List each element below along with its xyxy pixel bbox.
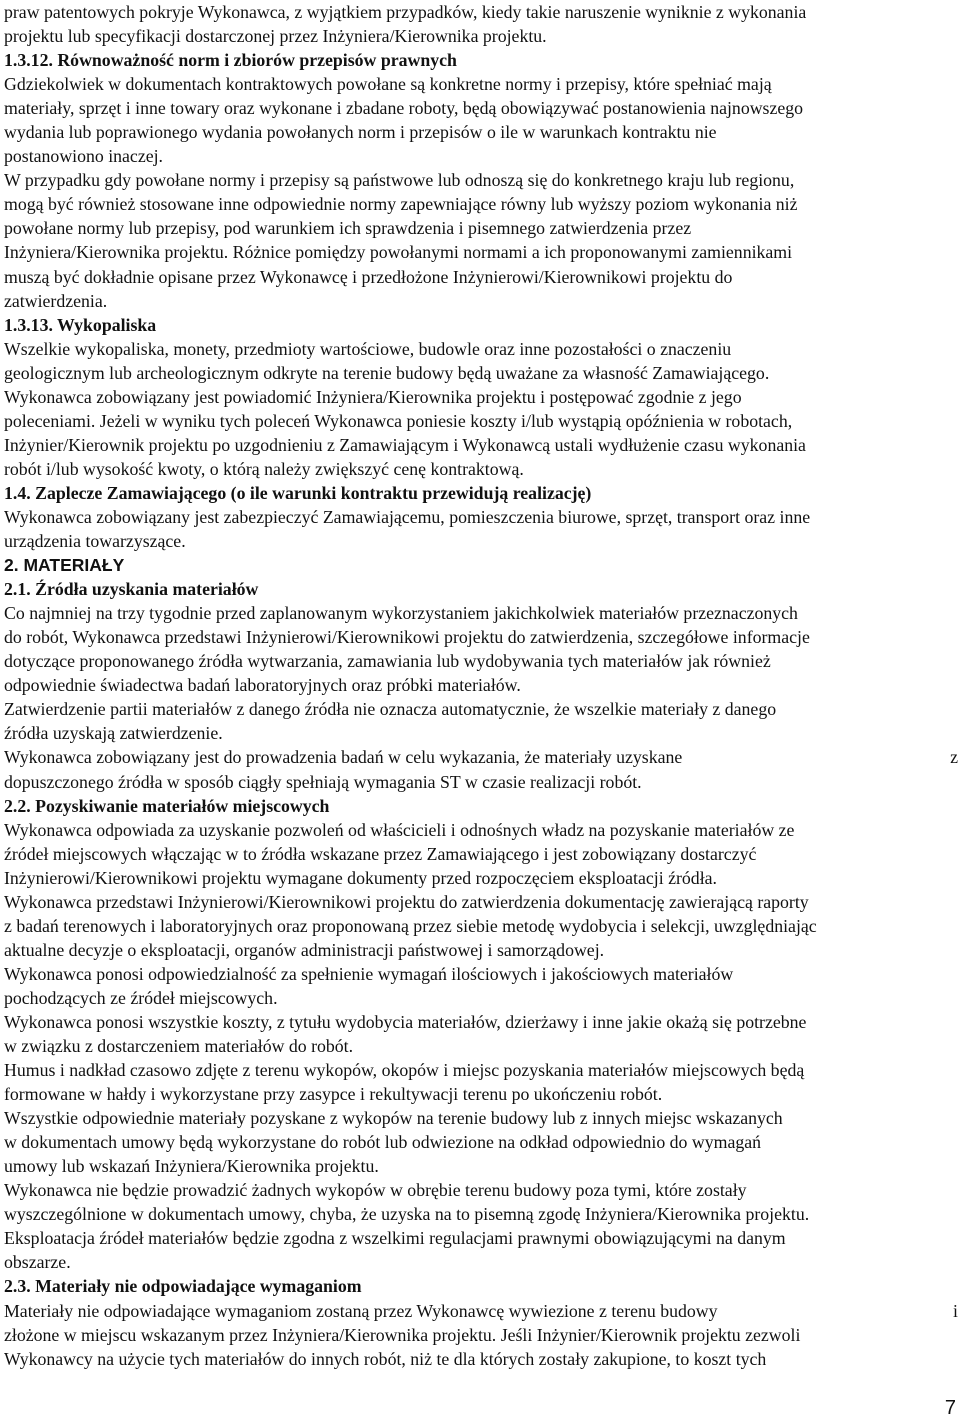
text-line: praw patentowych pokryje Wykonawca, z wyjątkiem przypadków, kiedy takie naruszenie wyniknie z wykonania bbox=[4, 2, 807, 22]
text-segment: i bbox=[953, 1300, 958, 1321]
intro-paragraph bbox=[4, 0, 958, 48]
text-line: Wykonawca nie będzie prowadzić żadnych wykopów w obrębie terenu budowy poza tymi, które zostały bbox=[4, 1180, 747, 1201]
text-line: Wszystkie odpowiednie materiały pozyskane z wykopów na terenie budowy lub z innych miejsc wskazanych bbox=[4, 1108, 783, 1129]
page-number: 7 bbox=[944, 1397, 956, 1419]
section-heading: 1.4. Zaplecze Zamawiającego (o ile warunki kontraktu przewidują realizację) bbox=[4, 482, 592, 503]
text-segment: Materiały nie odpowiadające wymaganiom zostaną przez Wykonawcę wywiezione z terenu budowy bbox=[4, 1300, 718, 1321]
text-line: wydania lub poprawionego wydania powołanych norm i przepisów o ile w warunkach kontraktu nie bbox=[4, 122, 717, 143]
justified-line bbox=[4, 745, 958, 769]
section-2 bbox=[4, 553, 958, 577]
section-heading: 2.3. Materiały nie odpowiadające wymaganiom bbox=[4, 1276, 362, 1297]
text-line: Wykonawca ponosi odpowiedzialność za spełnienie wymagań ilościowych i jakościowych materiałów bbox=[4, 963, 734, 984]
text-line: źródła uzyskają zatwierdzenie. bbox=[4, 723, 223, 744]
text-line: Eksploatacja źródeł materiałów będzie zgodna z wszelkimi regulacjami prawnymi obowiązującymi na danym bbox=[4, 1228, 786, 1249]
text-line: Co najmniej na trzy tygodnie przed zaplanowanym wykorzystaniem jakichkolwiek materiałów przeznaczonych bbox=[4, 603, 798, 624]
text-line: powołane normy lub przepisy, pod warunkiem ich sprawdzenia i pisemnego zatwierdzenia przez bbox=[4, 218, 692, 239]
text-line: dopuszczonego źródła w sposób ciągły spełniają wymagania ST w czasie realizacji robót. bbox=[4, 771, 642, 792]
text-segment: z bbox=[950, 747, 958, 768]
chapter-heading: 2. MATERIAŁY bbox=[4, 555, 125, 576]
text-line: w związku z dostarczeniem materiałów do robót. bbox=[4, 1036, 354, 1057]
text-line: postanowiono inaczej. bbox=[4, 146, 163, 167]
text-line: z badań terenowych i laboratoryjnych oraz proponowaną przez siebie metodę wydobycia i selekcji, uwzględniając bbox=[4, 915, 817, 936]
text-line: aktualne decyzje o eksploatacji, organów administracji państwowej i samorządowej. bbox=[4, 939, 605, 960]
text-line: Inżyniera/Kierownika projektu. Różnice pomiędzy powołanymi normami a ich proponowanymi zamiennikami bbox=[4, 242, 793, 263]
section-heading: 1.3.12. Równoważność norm i zbiorów przepisów prawnych bbox=[4, 50, 457, 71]
section-2-2 bbox=[4, 794, 958, 1275]
text-line: W przypadku gdy powołane normy i przepisy są państwowe lub odnoszą się do konkretnego kraju lub regionu, bbox=[4, 170, 795, 191]
text-line: zatwierdzenia. bbox=[4, 290, 108, 311]
text-line: poleceniami. Jeżeli w wyniku tych poleceń Wykonawca poniesie koszty i/lub wystąpią opóźnienia w robotach, bbox=[4, 410, 793, 431]
section-1-4 bbox=[4, 481, 958, 553]
section-heading: 2.2. Pozyskiwanie materiałów miejscowych bbox=[4, 795, 330, 816]
text-line: materiały, sprzęt i inne towary oraz wykonane i zbadane roboty, będą obowiązywać postanowienia najnowszego bbox=[4, 98, 804, 119]
text-line: Zatwierdzenie partii materiałów z danego źródła nie oznacza automatycznie, że wszelkie materiały z danego bbox=[4, 699, 777, 720]
text-line: odpowiednie świadectwa badań laboratoryjnych oraz próbki materiałów. bbox=[4, 675, 521, 696]
text-line: do robót, Wykonawca przedstawi Inżynierowi/Kierownikowi projektu do zatwierdzenia, szczegółowe informacje bbox=[4, 627, 810, 648]
text-line: robót i/lub wysokość kwoty, o którą należy zwiększyć cenę kontraktową. bbox=[4, 458, 524, 479]
section-heading: 2.1. Źródła uzyskania materiałów bbox=[4, 579, 259, 600]
text-line: muszą być dokładnie opisane przez Wykonawcę i przedłożone Inżynierowi/Kierownikowi projektu do bbox=[4, 266, 733, 287]
text-line: pochodzących ze źródeł miejscowych. bbox=[4, 987, 278, 1008]
text-line: obszarze. bbox=[4, 1252, 71, 1273]
text-line: w dokumentach umowy będą wykorzystane do robót lub odwiezione na odkład odpowiednio do wymagań bbox=[4, 1132, 762, 1153]
text-line: dotyczące proponowanego źródła wytwarzania, zamawiania lub wydobywania tych materiałów jak również bbox=[4, 651, 771, 672]
text-line: urządzenia towarzyszące. bbox=[4, 531, 186, 552]
section-2-3 bbox=[4, 1274, 958, 1370]
text-line: mogą być również stosowane inne odpowiednie normy zapewniające równy lub wyższy poziom wykonania niż bbox=[4, 194, 798, 215]
section-2-1 bbox=[4, 577, 958, 793]
text-segment: Wykonawca zobowiązany jest do prowadzenia badań w celu wykazania, że materiały uzyskane bbox=[4, 747, 683, 768]
text-line: projektu lub specyfikacji dostarczonej przez Inżyniera/Kierownika projektu. bbox=[4, 26, 547, 47]
section-1-3-12 bbox=[4, 48, 958, 313]
text-line: Wykonawca zobowiązany jest powiadomić Inżyniera/Kierownika projektu i postępować zgodnie z jego bbox=[4, 386, 742, 407]
text-line: Wykonawca przedstawi Inżynierowi/Kierownikowi projektu do zatwierdzenia dokumentację zawierającą raporty bbox=[4, 891, 809, 912]
text-line: wyszczególnione w dokumentach umowy, chyba, że uzyska na to pisemną zgodę Inżyniera/Kierownika projektu. bbox=[4, 1204, 810, 1225]
text-line: Wszelkie wykopaliska, monety, przedmioty wartościowe, budowle oraz inne pozostałości o znaczeniu bbox=[4, 338, 732, 359]
text-line: złożone w miejscu wskazanym przez Inżyniera/Kierownika projektu. Jeśli Inżynier/Kierownik projektu zezwoli bbox=[4, 1324, 801, 1345]
section-heading: 1.3.13. Wykopaliska bbox=[4, 314, 157, 335]
text-line: Inżynierowi/Kierownikowi projektu wymagane dokumenty przed rozpoczęciem eksploatacji źródła. bbox=[4, 867, 717, 888]
text-line: Wykonawca ponosi wszystkie koszty, z tytułu wydobycia materiałów, dzierżawy i inne jakie okażą się potrzebne bbox=[4, 1011, 807, 1032]
text-line: Wykonawcy na użycie tych materiałów do innych robót, niż te dla których zostały zakupione, to koszt tych bbox=[4, 1348, 767, 1369]
text-line: Inżynier/Kierownik projektu po uzgodnieniu z Zamawiającym i Wykonawcą ustali wydłużenie czasu wykonania bbox=[4, 434, 806, 455]
text-line: źródeł miejscowych włączając w to źródła wskazane przez Zamawiającego i jest zobowiązany dostarczyć bbox=[4, 843, 757, 864]
text-line: Wykonawca odpowiada za uzyskanie pozwoleń od właścicieli i odnośnych władz na pozyskanie materiałów ze bbox=[4, 819, 795, 840]
text-line: formowane w hałdy i wykorzystane przy zasypce i rekultywacji terenu po ukończeniu robót. bbox=[4, 1084, 663, 1105]
text-line: Gdziekolwiek w dokumentach kontraktowych powołane są konkretne normy i przepisy, które spełniać mają bbox=[4, 74, 772, 95]
document-page bbox=[4, 0, 958, 1371]
justified-line bbox=[4, 1299, 958, 1323]
text-line: Humus i nadkład czasowo zdjęte z terenu wykopów, okopów i miejsc pozyskania materiałów miejscowych będą bbox=[4, 1060, 805, 1081]
text-line: geologicznym lub archeologicznym odkryte na terenie budowy będą uważane za własność Zamawiającego. bbox=[4, 362, 770, 383]
section-1-3-13 bbox=[4, 313, 958, 481]
text-line: umowy lub wskazań Inżyniera/Kierownika projektu. bbox=[4, 1156, 379, 1177]
text-line: Wykonawca zobowiązany jest zabezpieczyć Zamawiającemu, pomieszczenia biurowe, sprzęt, transport oraz inne bbox=[4, 506, 811, 527]
